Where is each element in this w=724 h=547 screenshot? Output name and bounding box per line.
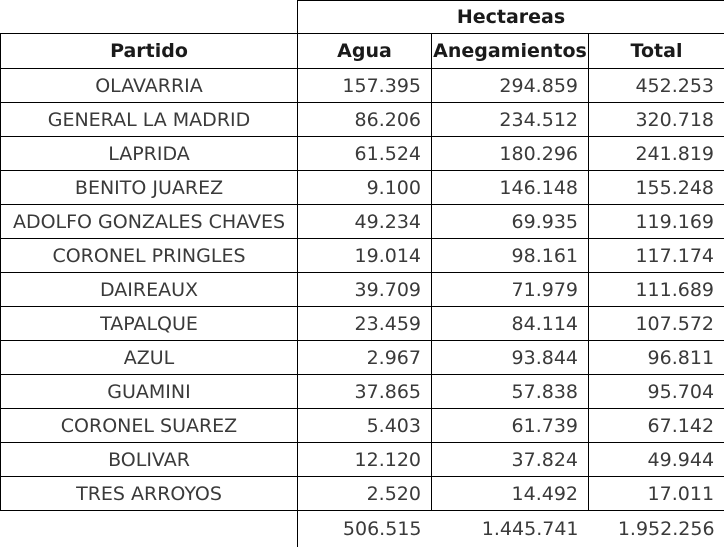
table-row xyxy=(1,205,724,239)
cell-agua: 5.403 xyxy=(298,409,432,443)
totals-row xyxy=(1,511,724,547)
cell-partido: TAPALQUE xyxy=(1,307,298,341)
cell-agua: 157.395 xyxy=(298,69,432,103)
table-row xyxy=(1,171,724,205)
column-header-partido: Partido xyxy=(1,34,298,69)
cell-anegamientos: 57.838 xyxy=(432,375,589,409)
cell-partido: BENITO JUAREZ xyxy=(1,171,298,205)
cell-agua: 39.709 xyxy=(298,273,432,307)
table-row xyxy=(1,137,724,171)
cell-partido: LAPRIDA xyxy=(1,137,298,171)
cell-partido: GUAMINI xyxy=(1,375,298,409)
table-row xyxy=(1,409,724,443)
cell-partido: DAIREAUX xyxy=(1,273,298,307)
cell-partido: TRES ARROYOS xyxy=(1,477,298,511)
cell-anegamientos: 93.844 xyxy=(432,341,589,375)
cell-agua: 37.865 xyxy=(298,375,432,409)
cell-total: 107.572 xyxy=(589,307,724,341)
cell-anegamientos: 37.824 xyxy=(432,443,589,477)
table-row xyxy=(1,103,724,137)
cell-total: 155.248 xyxy=(589,171,724,205)
group-header-hectareas: Hectareas xyxy=(298,1,724,34)
table-body xyxy=(1,69,724,511)
table-row xyxy=(1,307,724,341)
cell-agua: 23.459 xyxy=(298,307,432,341)
table-row xyxy=(1,273,724,307)
cell-partido: AZUL xyxy=(1,341,298,375)
cell-anegamientos: 14.492 xyxy=(432,477,589,511)
table-row xyxy=(1,375,724,409)
cell-total: 96.811 xyxy=(589,341,724,375)
column-header-agua: Agua xyxy=(298,34,432,69)
cell-total: 49.944 xyxy=(589,443,724,477)
cell-agua: 19.014 xyxy=(298,239,432,273)
cell-agua: 9.100 xyxy=(298,171,432,205)
table-row xyxy=(1,477,724,511)
cell-anegamientos: 61.739 xyxy=(432,409,589,443)
cell-total: 452.253 xyxy=(589,69,724,103)
cell-anegamientos: 71.979 xyxy=(432,273,589,307)
totals-blank-cell xyxy=(1,511,298,547)
column-header-row xyxy=(1,34,724,69)
cell-total: 111.689 xyxy=(589,273,724,307)
table-row xyxy=(1,69,724,103)
cell-anegamientos: 234.512 xyxy=(432,103,589,137)
cell-anegamientos: 180.296 xyxy=(432,137,589,171)
cell-total: 320.718 xyxy=(589,103,724,137)
cell-agua: 2.520 xyxy=(298,477,432,511)
cell-total: 117.174 xyxy=(589,239,724,273)
cell-agua: 61.524 xyxy=(298,137,432,171)
cell-partido: CORONEL PRINGLES xyxy=(1,239,298,273)
total-anegamientos: 1.445.741 xyxy=(432,511,589,547)
cell-agua: 49.234 xyxy=(298,205,432,239)
cell-partido: OLAVARRIA xyxy=(1,69,298,103)
cell-agua: 86.206 xyxy=(298,103,432,137)
cell-total: 119.169 xyxy=(589,205,724,239)
cell-total: 17.011 xyxy=(589,477,724,511)
cell-partido: ADOLFO GONZALES CHAVES xyxy=(1,205,298,239)
table-row xyxy=(1,341,724,375)
blank-corner-cell xyxy=(1,1,298,34)
cell-anegamientos: 146.148 xyxy=(432,171,589,205)
cell-anegamientos: 69.935 xyxy=(432,205,589,239)
cell-partido: BOLIVAR xyxy=(1,443,298,477)
cell-partido: CORONEL SUAREZ xyxy=(1,409,298,443)
cell-agua: 2.967 xyxy=(298,341,432,375)
total-total: 1.952.256 xyxy=(589,511,724,547)
table-row xyxy=(1,239,724,273)
cell-partido: GENERAL LA MADRID xyxy=(1,103,298,137)
cell-anegamientos: 84.114 xyxy=(432,307,589,341)
table-row xyxy=(1,443,724,477)
cell-total: 67.142 xyxy=(589,409,724,443)
cell-total: 241.819 xyxy=(589,137,724,171)
group-header-row xyxy=(1,1,724,34)
cell-anegamientos: 98.161 xyxy=(432,239,589,273)
cell-anegamientos: 294.859 xyxy=(432,69,589,103)
cell-total: 95.704 xyxy=(589,375,724,409)
cell-agua: 12.120 xyxy=(298,443,432,477)
total-agua: 506.515 xyxy=(298,511,432,547)
column-header-anegamientos: Anegamientos xyxy=(432,34,589,69)
column-header-total: Total xyxy=(589,34,724,69)
